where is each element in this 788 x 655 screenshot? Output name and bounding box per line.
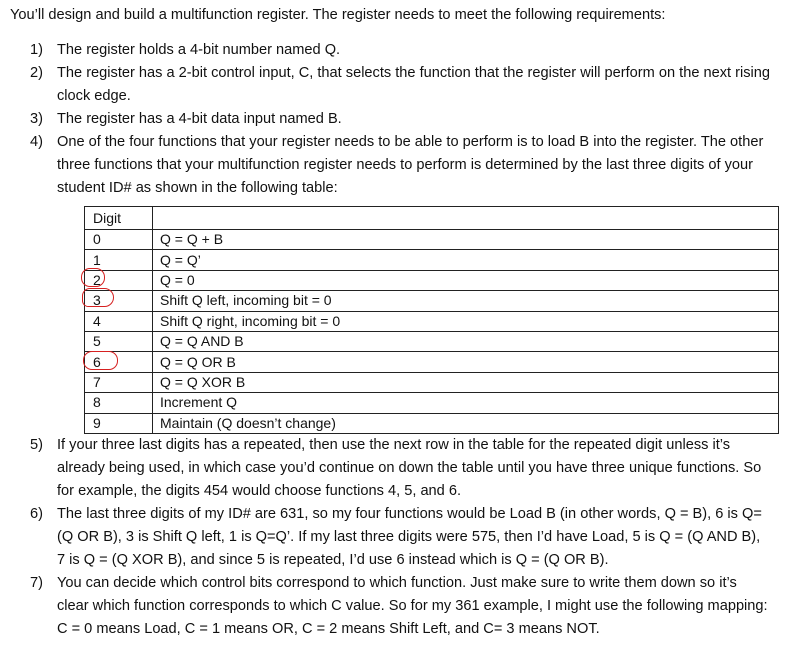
intro-text: You’ll design and build a multifunction register. The register needs to meet the following requirements:	[10, 7, 666, 23]
item-number: 2)	[30, 65, 43, 81]
list-item	[30, 39, 770, 62]
item-text: If your three last digits has a repeated, then use the next row in the table for the repeated digit unless it’s already being used, in which case you’d continue on down the table until you have three unique functions. So for example, the digits 454 would choose functions 4, 5, and 6.	[57, 437, 762, 499]
table-header-function	[153, 207, 779, 230]
table-row	[85, 291, 779, 311]
requirements-list-bottom	[30, 434, 770, 641]
table-row	[85, 393, 779, 413]
table-row	[85, 413, 779, 433]
function-cell: Q = Q OR B	[153, 352, 779, 372]
function-cell: Shift Q right, incoming bit = 0	[153, 311, 779, 331]
digit-cell: 3	[85, 291, 153, 311]
table-row	[85, 311, 779, 331]
digit-cell: 2	[85, 270, 153, 290]
item-number: 6)	[30, 506, 43, 522]
item-number: 3)	[30, 111, 43, 127]
list-item	[30, 572, 770, 641]
item-text: The register has a 4-bit data input named B.	[57, 111, 342, 127]
red-circle-annotation-digit-3	[82, 288, 114, 307]
table-row	[85, 230, 779, 250]
digit-cell: 6	[85, 352, 153, 372]
function-cell: Q = Q’	[153, 250, 779, 270]
item-number: 5)	[30, 437, 43, 453]
function-table-wrap	[84, 206, 779, 434]
list-item	[30, 108, 770, 131]
table-row	[85, 352, 779, 372]
item-text: The register has a 2-bit control input, C, that selects the function that the register will perform on the next rising clock edge.	[57, 65, 771, 104]
function-table	[84, 206, 779, 434]
digit-cell: 0	[85, 230, 153, 250]
table-row	[85, 331, 779, 351]
item-number: 7)	[30, 575, 43, 591]
item-text: The last three digits of my ID# are 631, so my four functions would be Load B (in other words, Q = B), 6 is Q=(Q OR B), 3 is Shift Q left, 1 is Q=Q’. If my last three digits were 575, then I’d have Load, 5 is Q = (Q AND B), 7 is Q = (Q XOR B), and since 5 is repeated, I’d use 6 instead which is Q = (Q OR B).	[57, 506, 762, 568]
red-circle-annotation-digit-2	[81, 268, 105, 287]
list-item	[30, 434, 770, 503]
list-item	[30, 62, 770, 108]
table-header-digit: Digit	[85, 207, 153, 230]
table-row	[85, 372, 779, 392]
item-text: One of the four functions that your register needs to be able to perform is to load B into the register. The other three functions that your multifunction register needs to perform is determined by the last three digits of your student ID# as shown in the following table:	[57, 134, 764, 196]
table-row	[85, 270, 779, 290]
item-number: 4)	[30, 134, 43, 150]
requirements-list-top	[30, 39, 770, 200]
function-cell: Q = Q AND B	[153, 331, 779, 351]
function-cell: Maintain (Q doesn’t change)	[153, 413, 779, 433]
function-cell: Q = Q XOR B	[153, 372, 779, 392]
item-text: You can decide which control bits correspond to which function. Just make sure to write them down so it’s clear which function corresponds to which C value. So for my 361 example, I might use the following mapping: C = 0 means Load, C = 1 means OR, C = 2 means Shift Left, and C= 3 means NOT.	[57, 575, 768, 637]
digit-cell: 9	[85, 413, 153, 433]
function-cell: Q = Q + B	[153, 230, 779, 250]
list-item	[30, 503, 770, 572]
digit-cell: 7	[85, 372, 153, 392]
list-item	[30, 131, 770, 200]
table-row	[85, 250, 779, 270]
digit-cell: 8	[85, 393, 153, 413]
red-circle-annotation-digit-6	[83, 351, 118, 370]
item-number: 1)	[30, 42, 43, 58]
digit-cell: 4	[85, 311, 153, 331]
item-text: The register holds a 4-bit number named Q.	[57, 42, 341, 58]
function-cell: Shift Q left, incoming bit = 0	[153, 291, 779, 311]
digit-cell: 5	[85, 331, 153, 351]
function-cell: Q = 0	[153, 270, 779, 290]
function-cell: Increment Q	[153, 393, 779, 413]
table-header-row	[85, 207, 779, 230]
digit-cell: 1	[85, 250, 153, 270]
